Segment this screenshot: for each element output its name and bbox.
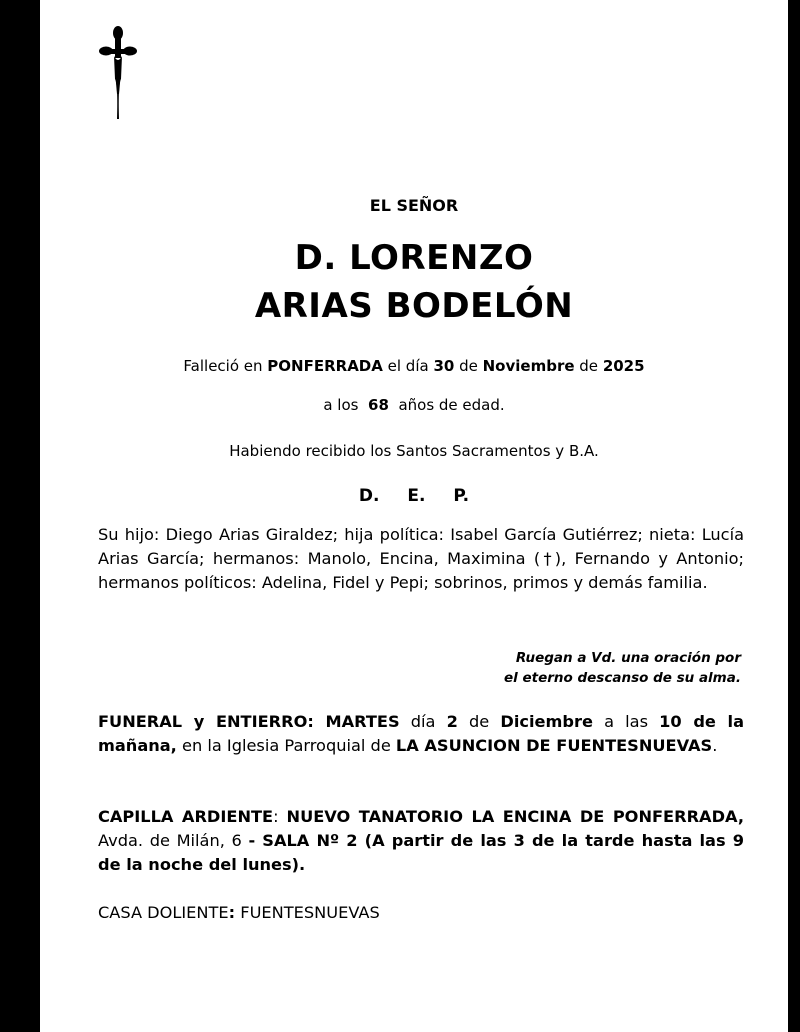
death-year: 2025 xyxy=(602,357,645,375)
deceased-name-line2: ARIAS BODELÓN xyxy=(254,286,574,326)
chapel-info: CAPILLA ARDIENTE: NUEVO TANATORIO LA ENCINA DE PONFERRADA, Avda. de Milán, 6 - SALA Nº 2 (A partir de las 3 de la tarde hasta las 9 de la noche del lunes). xyxy=(98,807,745,874)
cross-icon xyxy=(98,24,138,124)
family-list: Su hijo: Diego Arias Giraldez; hija política: Isabel García Gutiérrez; nieta: Lucía Arias García; hermanos: Manolo, Encina, Maximina (†), Fernando y Antonio; hermanos políticos: Adelina, Fidel y Pepi; sobrinos, primos y demás familia. xyxy=(98,525,744,592)
sacraments-line: Habiendo recibido los Santos Sacramentos y B.A. xyxy=(229,442,599,460)
age-notice: a los 68 años de edad. xyxy=(323,396,505,414)
deceased-name-line1: D. LORENZO xyxy=(294,238,534,278)
heading: EL SEÑOR xyxy=(369,196,459,215)
death-place: PONFERRADA xyxy=(267,357,383,375)
obituary-sheet xyxy=(40,0,788,1032)
age-value: 68 xyxy=(368,396,389,414)
prayer-line-2: el eterno descanso de su alma. xyxy=(504,670,741,686)
mourning-house: CASA DOLIENTE: FUENTESNUEVAS xyxy=(98,903,380,922)
funeral-info: FUNERAL y ENTIERRO: MARTES día 2 de Diciembre a las 10 de la mañana, en la Iglesia Parroquial de LA ASUNCION DE FUENTESNUEVAS. xyxy=(98,712,744,755)
death-notice: Falleció en PONFERRADA el día 30 de Noviembre de 2025 xyxy=(183,357,645,375)
prayer-request xyxy=(98,648,741,688)
dep-line: D. E. P. xyxy=(358,486,470,506)
prayer-line-1: Ruegan a Vd. una oración por xyxy=(515,650,741,666)
death-month: Noviembre xyxy=(482,357,575,375)
death-day: 30 xyxy=(433,357,455,375)
